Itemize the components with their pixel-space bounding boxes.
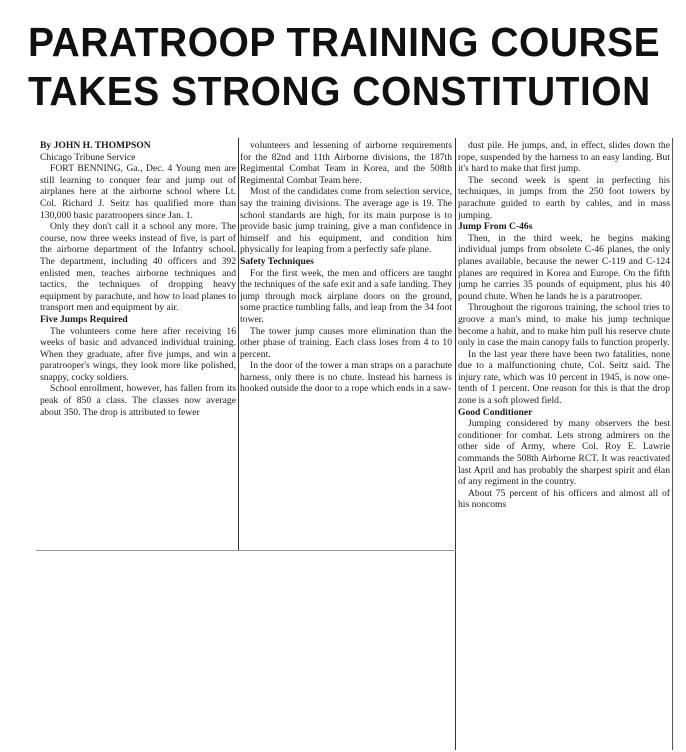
paragraph: Only they don't call it a school any more. The course, now three weeks instead of five, is part of the airborne department of the Infantry school. The department, including 40 officers and 392 enlisted men, teaches airborne techniques and tactics, the techniques of dropping heavy equipment by parachute, and how to load planes to transport men and equipment by air. bbox=[40, 221, 236, 314]
subheading: Good Conditioner bbox=[458, 406, 533, 418]
paragraph: Throughout the rigorous training, the school tries to groove a man's mind, to make his jump technique become a habit, and to make him pull his reserve chute only in case the main canopy fails to function properly. bbox=[458, 302, 670, 349]
paragraph: dust pile. He jumps, and, in effect, slides down the rope, suspended by the harness to an easy landing. But it's hard to make that first jump. bbox=[458, 140, 670, 175]
paragraph: In the door of the tower a man straps on a parachute harness, only there is no chute. Instead his harness is hooked outside the door to a rope which ends in a saw- bbox=[240, 360, 452, 395]
subheading: Jump From C-46s bbox=[458, 221, 533, 233]
paragraph: Then, in the third week, he begins making individual jumps from obsolete C-46 planes, the only planes available, because the newer C-119 and C-124 planes are required in Korea and Europe. On the fifth jump he carries 35 pounds of equipment, plus his 40 pound chute. When he lands he is a paratrooper. bbox=[458, 232, 670, 302]
paragraph: In the last year there have been two fatalities, none due to a malfunctioning chute, Col. Seitz said. The injury rate, which was 10 percent in 1945, is now one-tenth of 1 percent. One reason for this is that the drop zone is a soft plowed field. bbox=[458, 348, 670, 407]
column-rule-2 bbox=[455, 138, 456, 750]
headline-line-2: TAKES STRONG CONSTITUTION bbox=[28, 69, 651, 115]
clipping-bottom-edge bbox=[36, 550, 456, 551]
article-column-1 bbox=[40, 140, 236, 550]
column-rule-3 bbox=[672, 138, 673, 750]
article-column-3 bbox=[458, 140, 670, 752]
paragraph: For the first week, the men and officers are taught the techniques of the safe exit and a safe landing. They jump through mock airplane doors on the ground, some practice tumbling falls, and leap from the 34 foot tower. bbox=[240, 267, 452, 325]
paragraph: About 75 percent of his officers and almost all of his noncoms bbox=[458, 487, 670, 511]
paragraph: Jumping considered by many observers the best conditioner for combat. Lets strong admirers on the other side of Army, where Col. Roy E. Lawrie commands the 508th Airborne RCT. It was reactivated last April and has probably the sharpest spirit and élan of any regiment in the country. bbox=[458, 418, 670, 488]
paragraph: FORT BENNING, Ga., Dec. 4 Young men are still learning to conquer fear and jump out of airplanes here at the airborne school where Lt. Col. Richard J. Seitz has qualified more than 130,000 basic paratroopers since Jan. 1. bbox=[40, 163, 236, 221]
byline: By JOHN H. THOMPSON bbox=[40, 140, 151, 151]
paragraph: The tower jump causes more elimination than the other phase of training. Each class loses from 4 to 10 percent. bbox=[240, 325, 452, 360]
news-service: Chicago Tribune Service bbox=[40, 151, 136, 163]
headline-line-1: PARATROOP TRAINING COURSE bbox=[28, 20, 661, 66]
paragraph: The volunteers come here after receiving 16 weeks of basic and advanced individual training. When they graduate, after five jumps, and win a paratrooper's wings, they look more like polished, snappy, cocky soldiers. bbox=[40, 325, 236, 383]
paragraph: volunteers and lessening of airborne requirements for the 82nd and 11th Airborne divisions, the 187th Regimental Combat Team in Korea, and the 508th Regimental Combat Team here. bbox=[240, 140, 452, 186]
headline bbox=[28, 18, 668, 117]
paragraph: School enrollment, however, has fallen from its peak of 850 a class. The classes now average about 350. The drop is attributed to fewer bbox=[40, 383, 236, 418]
column-rule-1 bbox=[238, 138, 239, 550]
article-column-2 bbox=[240, 140, 452, 550]
subheading: Safety Techniques bbox=[240, 255, 314, 267]
paragraph: The second week is spent in perfecting his techniques, in jumps from the 250 foot towers by parachute guided to earth by cables, and in mass jumping. bbox=[458, 174, 670, 221]
subheading: Five Jumps Required bbox=[40, 313, 128, 325]
paragraph: Most of the candidates come from selection service, say the training divisions. The average age is 19. The school standards are high, for its main purpose is to provide basic jump training, give a man confidence in himself and his equipment, and condition him physically for leaping from a perfectly safe plane. bbox=[240, 186, 452, 256]
